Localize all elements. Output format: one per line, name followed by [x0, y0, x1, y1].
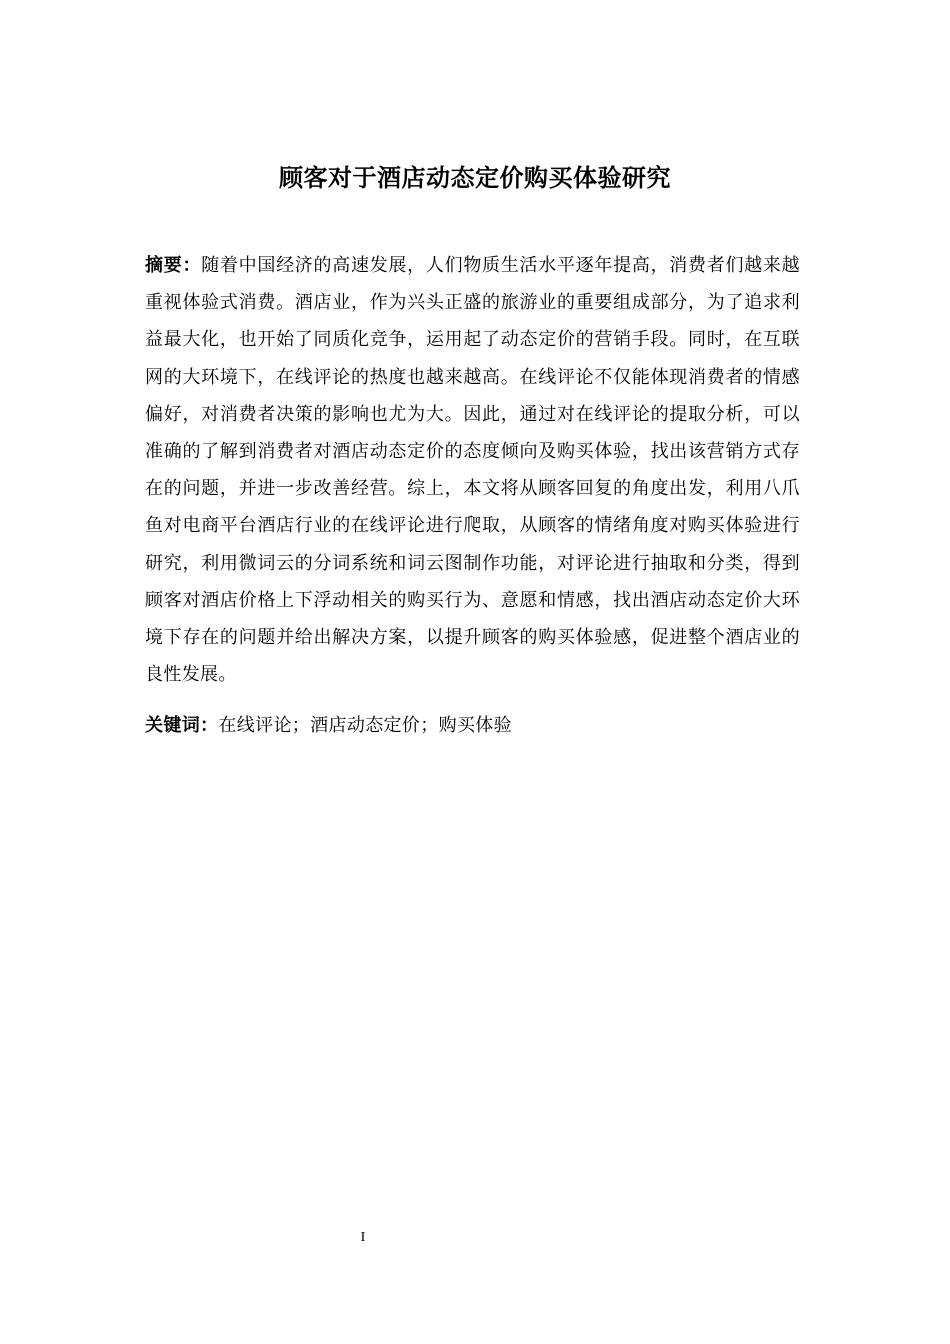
abstract-text: 随着中国经济的高速发展，人们物质生活水平逐年提高，消费者们越来越重视体验式消费。酒店业，作为兴头正盛的旅游业的重要组成部分，为了追求利益最大化，也开始了同质化竞争，运用起了动态定价的营销手段。同时，在互联网的大环境下，在线评论的热度也越来越高。在线评论不仅能体现消费者的情感偏好，对消费者决策的影响也尤为大。因此，通过对在线评论的提取分析，可以准确的了解到消费者对酒店动态定价的态度倾向及购买体验，找出该营销方式存在的问题，并进一步改善经营。综上，本文将从顾客回复的角度出发，利用八爪鱼对电商平台酒店行业的在线评论进行爬取，从顾客的情绪角度对购买体验进行研究，利用微词云的分词系统和词云图制作功能，对评论进行抽取和分类，得到顾客对酒店价格上下浮动相关的购买行为、意愿和情感，找出酒店动态定价大环境下存在的问题并给出解决方案，以提升顾客的购买体验感，促进整个酒店业的良性发展。: [145, 255, 800, 686]
keywords-text: 在线评论；酒店动态定价；购买体验: [218, 715, 513, 736]
page-number: I: [360, 1230, 366, 1245]
document-title: 顾客对于酒店动态定价购买体验研究: [279, 164, 671, 192]
keywords-paragraph: [145, 709, 800, 743]
keywords-label: 关键词：: [145, 715, 219, 736]
abstract-label: 摘要：: [145, 255, 202, 276]
abstract-paragraph: [145, 247, 800, 693]
